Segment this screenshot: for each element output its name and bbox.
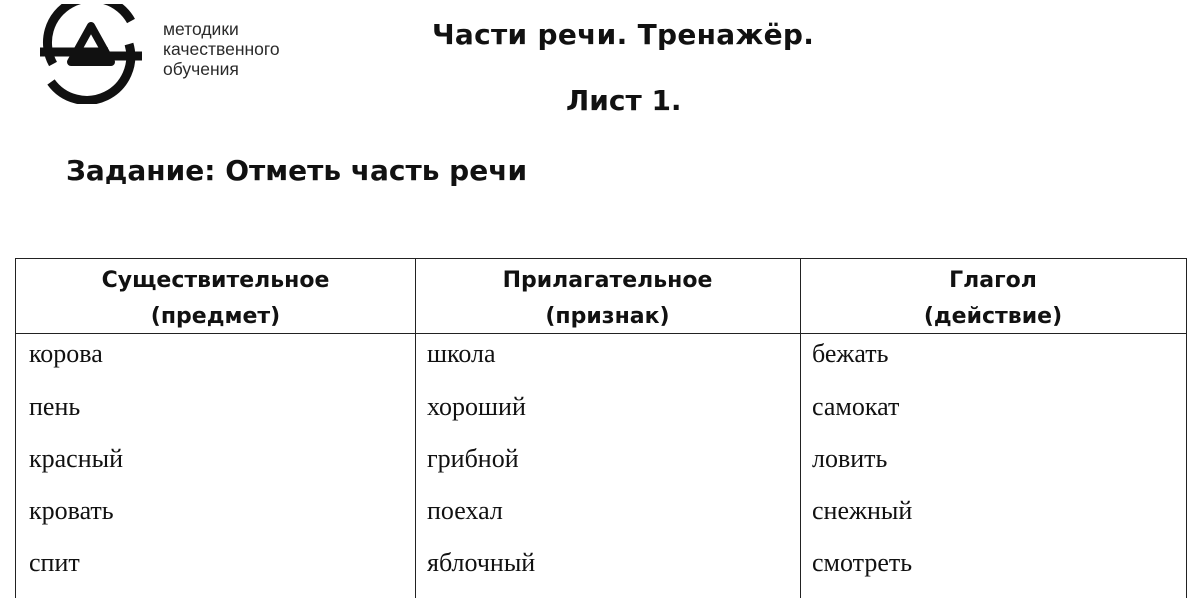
word-cell[interactable]: грибной bbox=[427, 444, 519, 473]
logo-emblem bbox=[36, 4, 146, 104]
word-cell[interactable]: яблочный bbox=[427, 548, 536, 577]
word-cell[interactable]: красный bbox=[29, 444, 124, 473]
word-cell[interactable]: пень bbox=[29, 392, 81, 421]
header-noun-title: Существительное bbox=[101, 268, 330, 293]
header-noun bbox=[16, 263, 415, 333]
word-cell[interactable]: самокат bbox=[812, 392, 900, 421]
word-cell[interactable]: поехал bbox=[427, 496, 503, 525]
word-cell[interactable]: кровать bbox=[29, 496, 114, 525]
word-cell[interactable]: хороший bbox=[427, 392, 526, 421]
header-verb-hint: (действие) bbox=[923, 304, 1063, 329]
word-cell[interactable]: спит bbox=[29, 548, 80, 577]
word-cell[interactable]: смотреть bbox=[812, 548, 913, 577]
parts-of-speech-table bbox=[15, 258, 1187, 598]
page-title: Части речи. Тренажёр. bbox=[432, 18, 815, 51]
header-adjective-hint: (признак) bbox=[545, 304, 670, 329]
header-verb bbox=[800, 263, 1186, 333]
word-cell[interactable]: школа bbox=[427, 339, 496, 368]
task-instruction: Задание: Отметь часть речи bbox=[66, 154, 528, 187]
word-cell[interactable]: бежать bbox=[812, 339, 889, 368]
header-verb-title: Глагол bbox=[949, 268, 1037, 293]
word-cell[interactable]: корова bbox=[29, 339, 103, 368]
logo-text-line2: качественного bbox=[163, 39, 280, 59]
word-cell[interactable]: снежный bbox=[812, 496, 913, 525]
header-adjective-title: Прилагательное bbox=[502, 268, 713, 293]
word-cell[interactable]: ловить bbox=[812, 444, 888, 473]
header-adjective bbox=[415, 263, 800, 333]
logo-text-line1: методики bbox=[163, 19, 239, 39]
logo-text-line3: обучения bbox=[163, 59, 239, 79]
sheet-number: Лист 1. bbox=[566, 84, 682, 117]
logo-text bbox=[163, 19, 280, 79]
header-noun-hint: (предмет) bbox=[150, 304, 281, 329]
